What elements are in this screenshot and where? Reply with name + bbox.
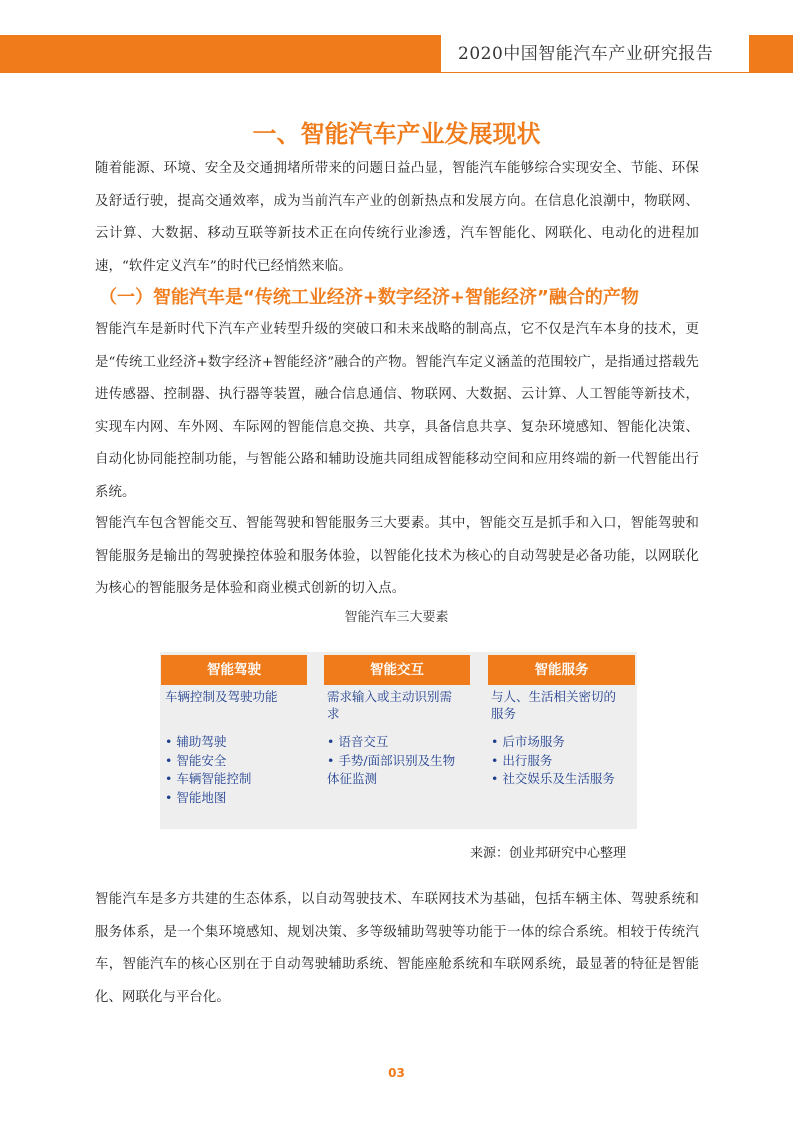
card-title-service: 智能服务 [488,655,635,685]
list-item: • 语音交互 [327,733,467,752]
figure-caption: 智能汽车三大要素 [344,610,449,625]
section-heading: （一）智能汽车是“传统工业经济+数字经济+智能经济”融合的产物 [99,287,639,308]
page-number: 03 [388,1066,405,1080]
card-list-driving [165,733,305,807]
list-item: • 社交娱乐及生活服务 [491,770,636,789]
list-item: • 手势/面部识别及生物体征监测 [327,752,467,789]
list-item: • 智能地图 [165,789,305,808]
figure-source: 来源：创业邦研究中心整理 [470,846,627,861]
list-item: • 智能安全 [165,752,305,771]
card-title-interaction: 智能交互 [324,655,470,685]
card-subtitle-service: 与人、生活相关密切的服务 [491,689,617,721]
header-bar [0,35,441,73]
closing-paragraph: 智能汽车是多方共建的生态体系，以自动驾驶技术、车联网技术为基础，包括车辆主体、驾驶系统和服务体系，是一个集环境感知、规划决策、多等级辅助驾驶等功能于一体的综合系统。相较于传统汽车，智能汽车的核心区别在于自动驾驶辅助系统、智能座舱系统和车联网系统，最显著的特征是智能化、网联化与平台化。 [95,892,699,1005]
card-list-interaction [327,733,467,789]
card-subtitle-driving: 车辆控制及驾驶功能 [165,689,278,704]
list-item: • 后市场服务 [491,733,636,752]
list-item: • 出行服务 [491,752,636,771]
report-title: 2020中国智能汽车产业研究报告 [458,44,714,64]
intro-paragraph: 随着能源、环境、安全及交通拥堵所带来的问题日益凸显，智能汽车能够综合实现安全、节能、环保及舒适行驶，提高交通效率，成为当前汽车产业的创新热点和发展方向。在信息化浪潮中，物联网、云计算、大数据、移动互联等新技术正在向传统行业渗透，汽车智能化、网联化、电动化的进程加速，“软件定义汽车”的时代已经悄然来临。 [95,161,699,274]
page-title: 一、智能汽车产业发展现状 [252,120,541,148]
list-item: • 车辆智能控制 [165,770,305,789]
card-title-driving: 智能驾驶 [161,655,307,685]
card-subtitle-interaction: 需求输入或主动识别需求 [327,689,453,721]
section-paragraph-2: 智能汽车包含智能交互、智能驾驶和智能服务三大要素。其中，智能交互是抓手和入口，智能驾驶和智能服务是输出的驾驶操控体验和服务体验，以智能化技术为核心的自动驾驶是必备功能，以网联化为核心的智能服务是体验和商业模式创新的切入点。 [95,516,699,596]
card-list-service [491,733,636,789]
list-item: • 辅助驾驶 [165,733,305,752]
section-paragraph-1: 智能汽车是新时代下汽车产业转型升级的突破口和未来战略的制高点，它不仅是汽车本身的技术，更是“传统工业经济+数字经济+智能经济”融合的产物。智能汽车定义涵盖的范围较广，是指通过搭载先进传感器、控制器、执行器等装置，融合信息通信、物联网、大数据、云计算、人工智能等新技术，实现车内网、车外网、车际网的智能信息交换、共享，具备信息共享、复杂环境感知、智能化决策、自动化协同能控制功能，与智能公路和辅助设施共同组成智能移动空间和应用终端的新一代智能出行系统。 [95,322,699,500]
